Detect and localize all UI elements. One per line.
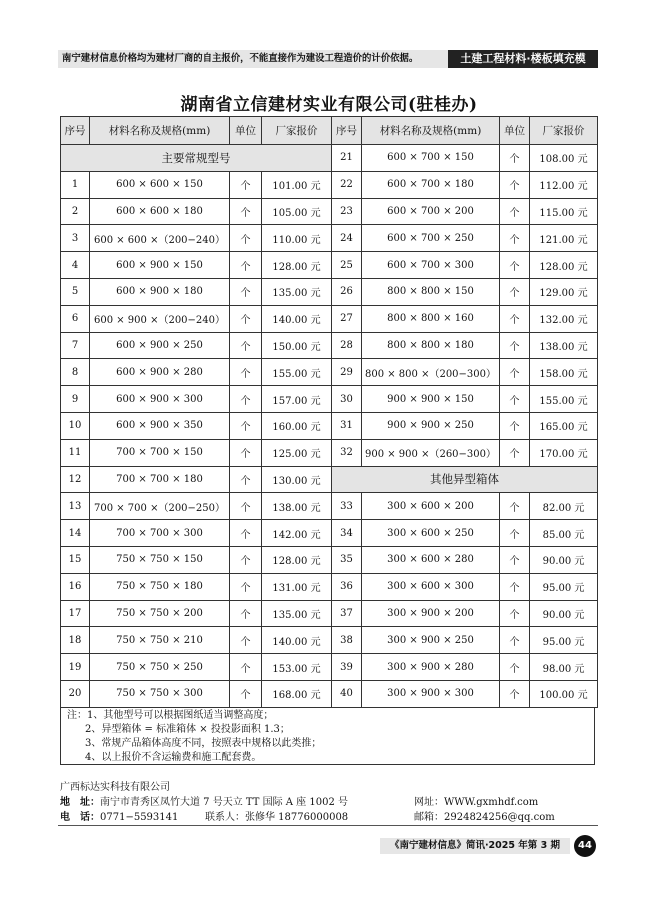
table-row [61, 386, 598, 413]
row-unit: 个 [500, 573, 530, 600]
row-unit: 个 [230, 332, 262, 359]
row-spec: 800 × 800 × 160 [362, 305, 500, 332]
row-no: 15 [61, 546, 90, 573]
row-unit: 个 [500, 654, 530, 681]
row-spec: 600 × 900 × 150 [90, 252, 230, 279]
row-no: 36 [332, 573, 362, 600]
row-price: 128.00 元 [262, 546, 332, 573]
table-row [61, 412, 598, 439]
row-unit: 个 [230, 386, 262, 413]
row-price: 82.00 元 [530, 493, 598, 520]
row-no: 25 [332, 252, 362, 279]
row-no: 3 [61, 225, 90, 252]
price-table [60, 116, 598, 708]
row-spec: 600 × 700 × 300 [362, 252, 500, 279]
notes [60, 707, 595, 765]
row-price: 85.00 元 [530, 520, 598, 547]
row-spec: 600 × 900 × 250 [90, 332, 230, 359]
header-notice: 南宁建材信息价格均为建材厂商的自主报价，不能直接作为建设工程造价的计价依据。 [58, 50, 448, 68]
row-unit: 个 [230, 171, 262, 198]
row-unit: 个 [500, 546, 530, 573]
row-price: 158.00 元 [530, 359, 598, 386]
table-row [61, 198, 598, 225]
row-unit: 个 [500, 412, 530, 439]
row-price: 98.00 元 [530, 654, 598, 681]
row-spec: 300 × 600 × 200 [362, 493, 500, 520]
row-no: 19 [61, 654, 90, 681]
row-unit: 个 [230, 654, 262, 681]
row-unit: 个 [500, 145, 530, 172]
row-spec: 900 × 900 ×（260−300） [362, 439, 500, 466]
row-price: 131.00 元 [262, 573, 332, 600]
row-price: 138.00 元 [262, 493, 332, 520]
row-spec: 750 × 750 × 300 [90, 680, 230, 707]
col-header-unit: 单位 [230, 117, 262, 145]
row-no: 22 [332, 171, 362, 198]
row-spec: 800 × 800 ×（200−300） [362, 359, 500, 386]
email-label: 邮箱： [414, 812, 444, 823]
row-no: 23 [332, 198, 362, 225]
row-price: 112.00 元 [530, 171, 598, 198]
row-spec: 600 × 900 ×（200−240） [90, 305, 230, 332]
row-unit: 个 [230, 546, 262, 573]
row-no: 13 [61, 493, 90, 520]
row-unit: 个 [500, 520, 530, 547]
phone: 0771−5593141 [100, 812, 179, 823]
row-no: 16 [61, 573, 90, 600]
row-spec: 600 × 900 × 280 [90, 359, 230, 386]
row-unit: 个 [230, 680, 262, 707]
row-price: 160.00 元 [262, 412, 332, 439]
row-unit: 个 [500, 493, 530, 520]
footer-info [60, 780, 600, 825]
row-spec: 900 × 900 × 150 [362, 386, 500, 413]
row-no: 33 [332, 493, 362, 520]
website: WWW.gxmhdf.com [444, 797, 539, 808]
page-number: 44 [574, 835, 596, 857]
row-price: 155.00 元 [262, 359, 332, 386]
row-spec: 750 × 750 × 150 [90, 546, 230, 573]
table-row [61, 359, 598, 386]
row-unit: 个 [230, 359, 262, 386]
row-spec: 300 × 600 × 250 [362, 520, 500, 547]
table-row [61, 546, 598, 573]
address-label: 地 址： [60, 797, 100, 808]
row-price: 100.00 元 [530, 680, 598, 707]
table-row [61, 573, 598, 600]
row-unit: 个 [500, 600, 530, 627]
row-no: 10 [61, 412, 90, 439]
table-row [61, 493, 598, 520]
row-spec: 700 × 700 × 180 [90, 466, 230, 493]
company-title: 湖南省立信建材实业有限公司(驻桂办) [180, 95, 478, 115]
row-spec: 600 × 700 × 180 [362, 171, 500, 198]
row-spec: 600 × 900 × 300 [90, 386, 230, 413]
footer-divider [58, 825, 598, 826]
table-row [61, 145, 598, 172]
row-spec: 600 × 600 × 150 [90, 171, 230, 198]
row-spec: 300 × 600 × 280 [362, 546, 500, 573]
table-row [61, 305, 598, 332]
row-price: 90.00 元 [530, 546, 598, 573]
row-price: 150.00 元 [262, 332, 332, 359]
row-no: 4 [61, 252, 90, 279]
row-no: 34 [332, 520, 362, 547]
row-spec: 750 × 750 × 180 [90, 573, 230, 600]
row-spec: 300 × 900 × 300 [362, 680, 500, 707]
row-no: 12 [61, 466, 90, 493]
row-spec: 600 × 600 × 180 [90, 198, 230, 225]
row-spec: 750 × 750 × 250 [90, 654, 230, 681]
row-no: 32 [332, 439, 362, 466]
row-unit: 个 [500, 225, 530, 252]
row-spec: 600 × 700 × 150 [362, 145, 500, 172]
row-no: 27 [332, 305, 362, 332]
row-spec: 900 × 900 × 250 [362, 412, 500, 439]
col-header-no: 序号 [332, 117, 362, 145]
row-spec: 300 × 600 × 300 [362, 573, 500, 600]
row-unit: 个 [500, 332, 530, 359]
note-line: 3、常规产品箱体高度不同，按照表中规格以此类推； [85, 738, 322, 749]
row-no: 26 [332, 278, 362, 305]
section-heading-standard: 主要常规型号 [61, 145, 332, 172]
section-heading-special: 其他异型箱体 [332, 466, 598, 493]
row-price: 165.00 元 [530, 412, 598, 439]
col-header-spec: 材料名称及规格(mm) [90, 117, 230, 145]
col-header-no: 序号 [61, 117, 90, 145]
row-unit: 个 [500, 627, 530, 654]
row-no: 30 [332, 386, 362, 413]
row-spec: 700 × 700 × 150 [90, 439, 230, 466]
row-unit: 个 [230, 573, 262, 600]
row-spec: 800 × 800 × 180 [362, 332, 500, 359]
row-price: 168.00 元 [262, 680, 332, 707]
col-header-unit: 单位 [500, 117, 530, 145]
row-price: 135.00 元 [262, 278, 332, 305]
row-no: 38 [332, 627, 362, 654]
row-unit: 个 [230, 252, 262, 279]
row-price: 90.00 元 [530, 600, 598, 627]
table-row [61, 439, 598, 466]
table-row [61, 171, 598, 198]
row-no: 14 [61, 520, 90, 547]
row-no: 17 [61, 600, 90, 627]
row-unit: 个 [500, 439, 530, 466]
row-unit: 个 [500, 252, 530, 279]
table-row [61, 225, 598, 252]
row-unit: 个 [230, 466, 262, 493]
row-price: 115.00 元 [530, 198, 598, 225]
row-unit: 个 [500, 278, 530, 305]
row-spec: 300 × 900 × 280 [362, 654, 500, 681]
row-price: 110.00 元 [262, 225, 332, 252]
row-spec: 700 × 700 ×（200−250） [90, 493, 230, 520]
row-price: 138.00 元 [530, 332, 598, 359]
row-unit: 个 [230, 412, 262, 439]
col-header-price: 厂家报价 [530, 117, 598, 145]
row-no: 8 [61, 359, 90, 386]
row-price: 135.00 元 [262, 600, 332, 627]
table-row [61, 627, 598, 654]
row-price: 155.00 元 [530, 386, 598, 413]
row-spec: 800 × 800 × 150 [362, 278, 500, 305]
row-unit: 个 [230, 305, 262, 332]
note-line: 2、异型箱体 = 标准箱体 × 投投影面积 1.3； [85, 724, 290, 735]
row-no: 31 [332, 412, 362, 439]
row-spec: 300 × 900 × 250 [362, 627, 500, 654]
row-no: 37 [332, 600, 362, 627]
row-price: 101.00 元 [262, 171, 332, 198]
row-spec: 600 × 700 × 250 [362, 225, 500, 252]
table-header-row [61, 117, 598, 145]
row-no: 20 [61, 680, 90, 707]
row-unit: 个 [230, 600, 262, 627]
row-no: 6 [61, 305, 90, 332]
table-row [61, 466, 598, 493]
row-unit: 个 [230, 627, 262, 654]
row-no: 5 [61, 278, 90, 305]
row-no: 24 [332, 225, 362, 252]
row-spec: 750 × 750 × 210 [90, 627, 230, 654]
contact-label: 联系人： [205, 812, 245, 823]
row-unit: 个 [500, 386, 530, 413]
row-price: 153.00 元 [262, 654, 332, 681]
row-no: 40 [332, 680, 362, 707]
row-price: 121.00 元 [530, 225, 598, 252]
row-price: 140.00 元 [262, 305, 332, 332]
row-price: 95.00 元 [530, 573, 598, 600]
row-spec: 700 × 700 × 300 [90, 520, 230, 547]
row-unit: 个 [500, 359, 530, 386]
row-spec: 300 × 900 × 200 [362, 600, 500, 627]
row-spec: 600 × 700 × 200 [362, 198, 500, 225]
row-price: 108.00 元 [530, 145, 598, 172]
table-body [61, 145, 598, 708]
row-price: 142.00 元 [262, 520, 332, 547]
row-no: 7 [61, 332, 90, 359]
row-unit: 个 [500, 171, 530, 198]
row-no: 35 [332, 546, 362, 573]
phone-label: 电 话： [60, 812, 100, 823]
row-price: 129.00 元 [530, 278, 598, 305]
row-unit: 个 [230, 198, 262, 225]
row-price: 125.00 元 [262, 439, 332, 466]
row-price: 157.00 元 [262, 386, 332, 413]
header-bar [58, 50, 598, 68]
row-spec: 600 × 600 ×（200−240） [90, 225, 230, 252]
website-label: 网址： [414, 797, 444, 808]
table-row [61, 520, 598, 547]
row-price: 95.00 元 [530, 627, 598, 654]
table-row [61, 252, 598, 279]
col-header-spec: 材料名称及规格(mm) [362, 117, 500, 145]
row-unit: 个 [500, 198, 530, 225]
row-spec: 600 × 900 × 350 [90, 412, 230, 439]
row-no: 18 [61, 627, 90, 654]
row-no: 29 [332, 359, 362, 386]
row-unit: 个 [230, 225, 262, 252]
row-spec: 750 × 750 × 200 [90, 600, 230, 627]
table-row [61, 654, 598, 681]
row-unit: 个 [500, 305, 530, 332]
row-no: 21 [332, 145, 362, 172]
note-line: 4、以上报价不含运输费和施工配套费。 [85, 752, 262, 763]
row-no: 28 [332, 332, 362, 359]
row-unit: 个 [500, 680, 530, 707]
row-unit: 个 [230, 278, 262, 305]
address: 南宁市青秀区凤竹大道 7 号天立 TT 国际 A 座 1002 号 [100, 797, 348, 808]
row-no: 11 [61, 439, 90, 466]
table-row [61, 278, 598, 305]
row-no: 2 [61, 198, 90, 225]
row-no: 9 [61, 386, 90, 413]
row-no: 1 [61, 171, 90, 198]
row-price: 170.00 元 [530, 439, 598, 466]
row-no: 39 [332, 654, 362, 681]
row-price: 140.00 元 [262, 627, 332, 654]
table-row [61, 332, 598, 359]
table-row [61, 680, 598, 707]
footer-company: 广西标达实科技有限公司 [60, 782, 170, 793]
row-price: 128.00 元 [530, 252, 598, 279]
contact: 张修华 18776000008 [245, 812, 349, 823]
row-unit: 个 [230, 520, 262, 547]
row-price: 132.00 元 [530, 305, 598, 332]
row-unit: 个 [230, 493, 262, 520]
row-price: 105.00 元 [262, 198, 332, 225]
publication-info: 《南宁建材信息》简讯·2025 年第 3 期 [380, 838, 570, 854]
header-category: 土建工程材料·楼板填充模 [448, 50, 598, 68]
row-price: 130.00 元 [262, 466, 332, 493]
email: 2924824256@qq.com [444, 812, 555, 823]
row-price: 128.00 元 [262, 252, 332, 279]
table-row [61, 600, 598, 627]
row-spec: 600 × 900 × 180 [90, 278, 230, 305]
row-unit: 个 [230, 439, 262, 466]
note-line: 注：1、其他型号可以根据图纸适当调整高度； [67, 710, 274, 721]
col-header-price: 厂家报价 [262, 117, 332, 145]
